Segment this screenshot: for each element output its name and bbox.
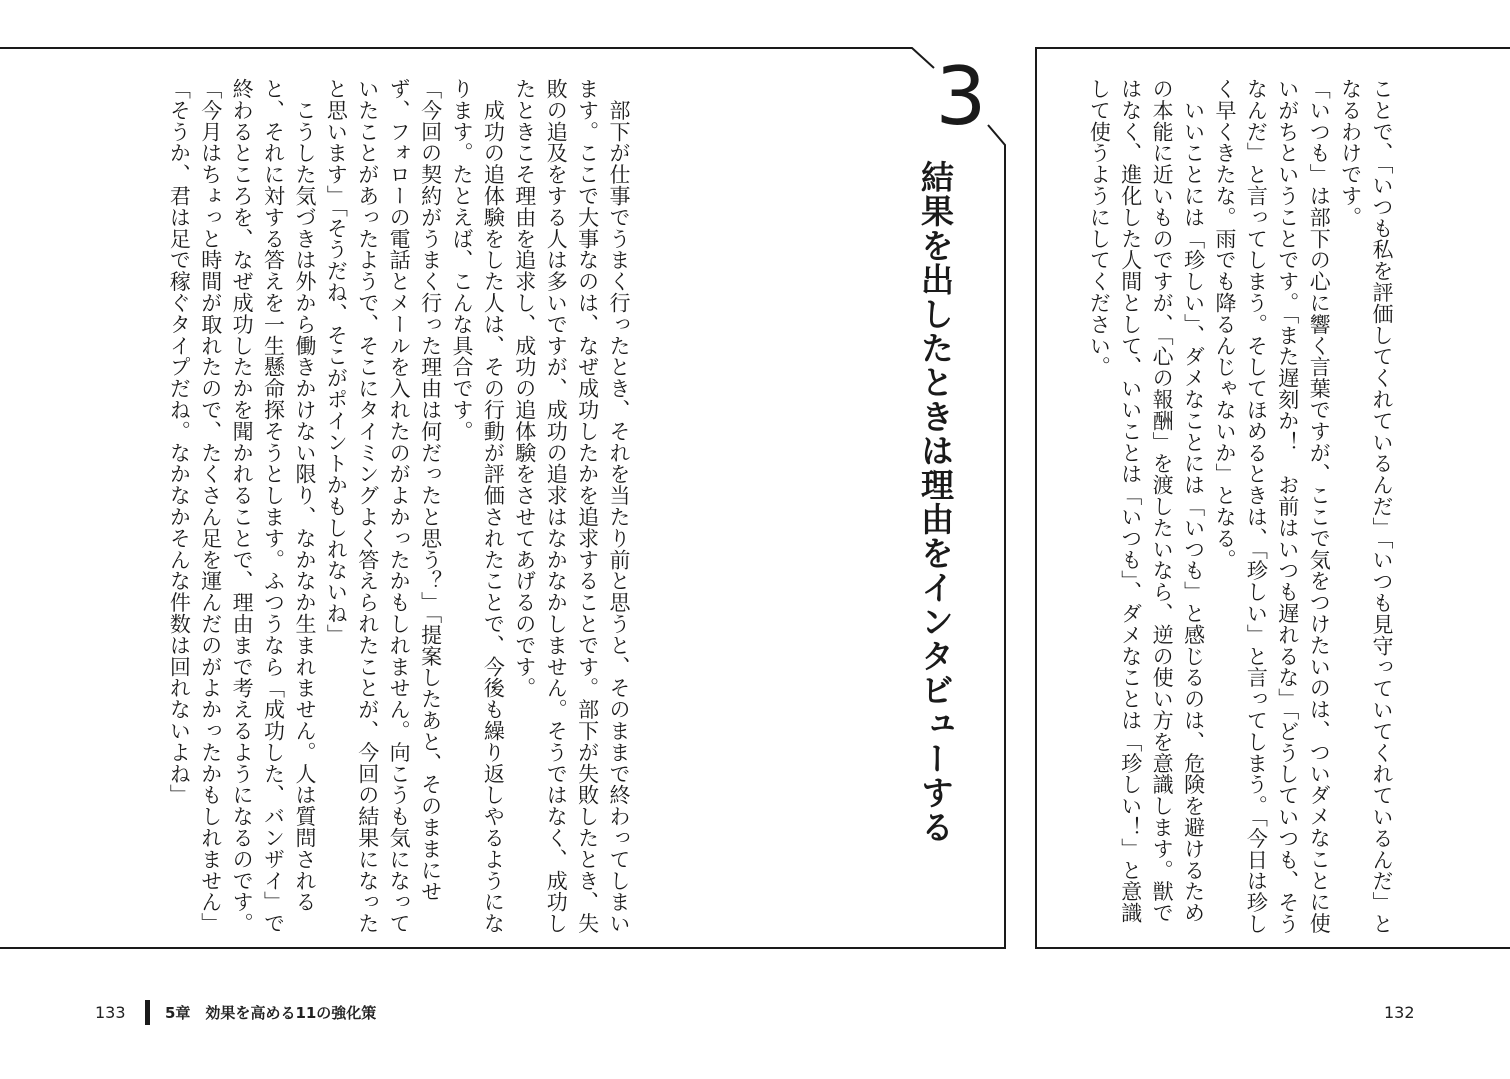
footer-divider-bar <box>145 1000 150 1025</box>
left-page-number: 133 <box>95 1003 126 1022</box>
left-page-body: 部下が仕事でうまく行ったとき、それを当たり前と思うと、そのままで終わってしまい ます。ここで大事なのは、なぜ成功したかを追求することです。部下が失敗したとき、失 敗の追及をする人は多いですが、成功の追求はなかなかしません。そうではなく、成功し たときこそ理由を追求し、成功の追体験をさせてあげるのです。 成功の追体験をした人は、その行動が評価されたことで、今後も繰り返しやるようにな ります。たとえば、こんな具合です。 「今回の契約がうまく行った理由は何だったと思う？」「提案したあと、そのままにせ ず、フォローの電話とメールを入れたのがよかったかもしれません。向こうも気になって いたことがあったようで、そこにタイミングよく答えられたことが、今回の結果になった と思います」「そうだね、そこがポイントかもしれないね」 こうした気づきは外から働きかけない限り、なかなか生まれません。人は質問される と、それに対する答えを一生懸命探そうとします。ふつうなら「成功した、バンザイ」で 終わるところを、なぜ成功したかを聞かれることで、理由まで考えるようになるのです。 「今月はちょっと時間が取れたので、たくさん足を運んだのがよかったかもしれません」 「そうか、君は足で稼ぐタイプだね。なかなかそんな件数は回れないよね」 <box>167 78 631 934</box>
chapter-label: 5章 効果を高める11の強化策 <box>165 1004 377 1022</box>
section-title: 結果を出したときは理由をインタビューする <box>916 160 955 844</box>
section-number: 3 <box>935 50 987 143</box>
left-frame <box>0 48 934 68</box>
right-page-body: ことで、「いつも私を評価してくれているんだ」「いつも見守っていてくれているんだ」と なるわけです。 「いつも」は部下の心に響く言葉ですが、ここで気をつけたいのは、ついダメなことに使 いがちということです。「また遅刻か！ お前はいつも遅れるな」「どうしていつも、そう なんだ」と言ってしまう。そしてほめるときは、「珍しい」と言ってしまう。「今日は珍し く早くきたな。雨でも降るんじゃないか」となる。 いいことには「珍しい」、ダメなことには「いつも」と感じるのは、危険を避けるため の本能に近いものですが、「心の報酬」を渡したいなら、逆の使い方を意識します。獣で はなく、進化した人間として、いいことは「いつも」、ダメなことは「珍しい！」と意識 して使うようにしてください。 <box>1087 78 1394 935</box>
right-page-number: 132 <box>1384 1003 1415 1022</box>
